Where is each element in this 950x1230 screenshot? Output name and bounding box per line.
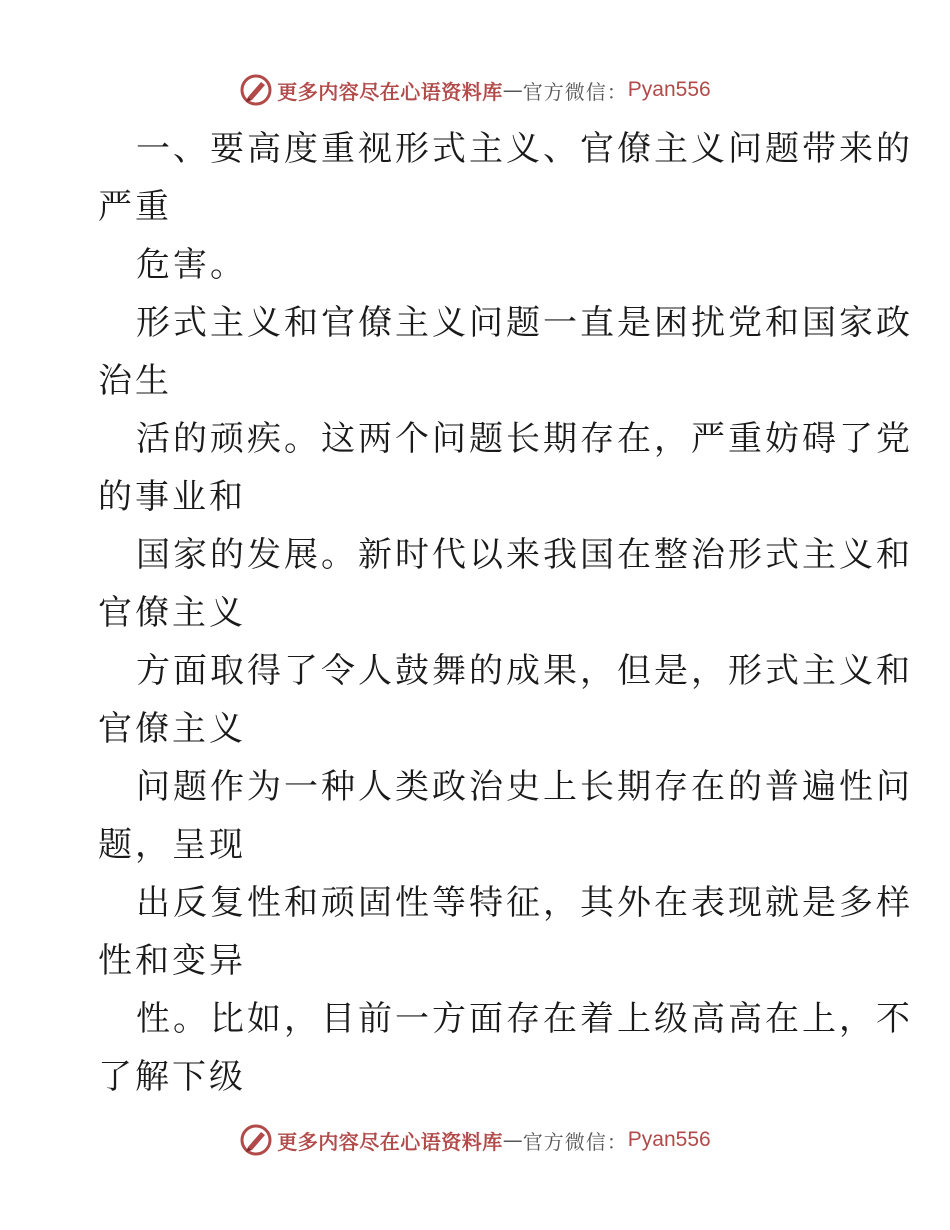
header-contact-label: 官方微信： xyxy=(522,79,628,104)
text-line: 危害。 xyxy=(136,245,247,285)
document-body xyxy=(98,120,913,1106)
text-line: 题，呈现 xyxy=(98,825,246,865)
text-line: 问题作为一种人类政治史上长期存在的普遍性问 xyxy=(136,767,913,807)
footer-separator: — xyxy=(502,1128,523,1152)
text-line: 严重 xyxy=(98,187,172,227)
text-line: 官僚主义 xyxy=(98,593,246,633)
footer-contact-label: 官方微信： xyxy=(522,1129,628,1154)
header-separator: — xyxy=(502,78,523,102)
footer-brand: 更多内容尽在心语资料库 xyxy=(277,1129,503,1154)
text-line: 性。比如，目前一方面存在着上级高高在上，不 xyxy=(136,999,913,1039)
pen-logo-icon xyxy=(239,1123,273,1157)
text-line: 了解下级 xyxy=(98,1057,246,1097)
text-line: 方面取得了令人鼓舞的成果，但是，形式主义和 xyxy=(136,651,913,691)
text-line: 治生 xyxy=(98,361,172,401)
text-line: 的事业和 xyxy=(98,477,246,517)
header-brand: 更多内容尽在心语资料库 xyxy=(277,79,503,104)
text-line: 一、要高度重视形式主义、官僚主义问题带来的 xyxy=(136,129,913,169)
text-line: 形式主义和官僚主义问题一直是困扰党和国家政 xyxy=(136,303,913,343)
text-line: 活的顽疾。这两个问题长期存在，严重妨碍了党 xyxy=(136,419,913,459)
text-line: 性和变异 xyxy=(98,941,246,981)
footer-banner xyxy=(0,1120,950,1160)
text-line: 出反复性和顽固性等特征，其外在表现就是多样 xyxy=(136,883,913,923)
footer-contact-id: Pyan556 xyxy=(627,1128,711,1151)
text-line: 国家的发展。新时代以来我国在整治形式主义和 xyxy=(136,535,913,575)
header-banner xyxy=(0,70,950,110)
text-line: 官僚主义 xyxy=(98,709,246,749)
pen-logo-icon xyxy=(239,73,273,107)
header-contact-id: Pyan556 xyxy=(627,78,711,101)
